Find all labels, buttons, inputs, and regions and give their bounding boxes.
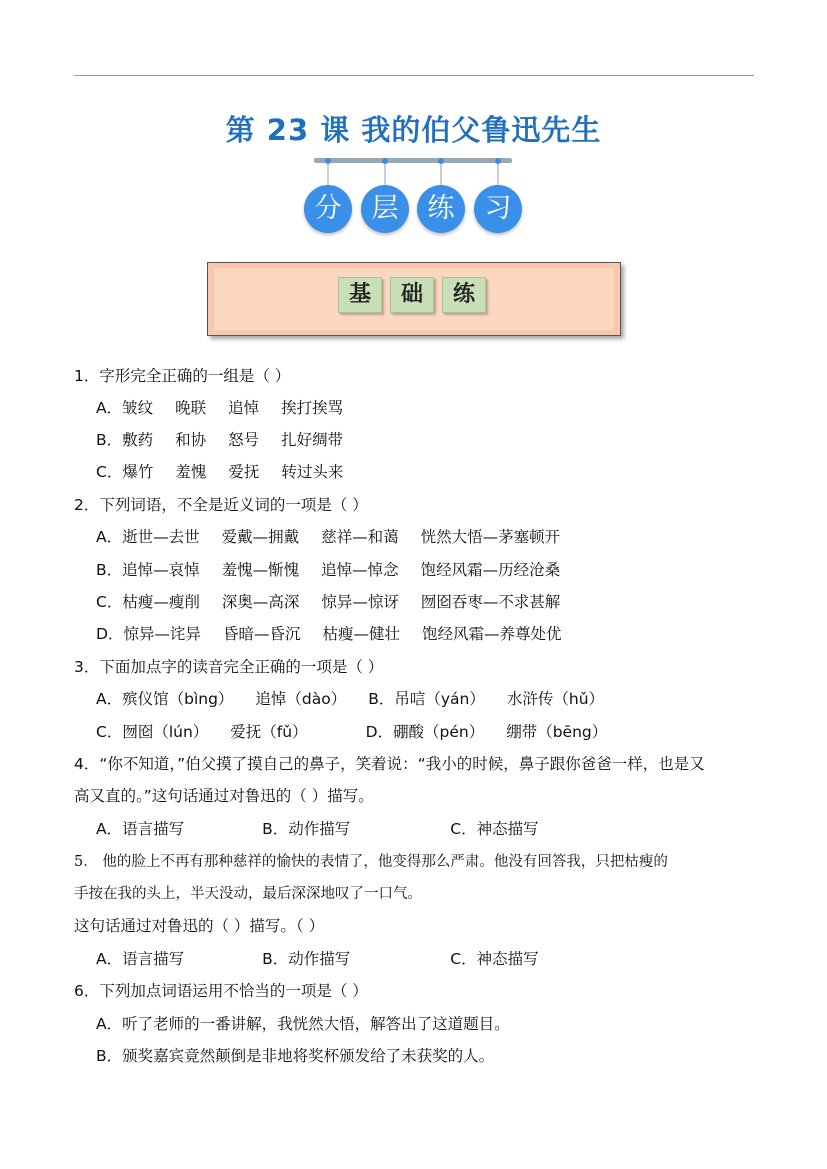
question-prompt: 这句话通过对鲁迅的（ ）描写。（ ）	[74, 917, 325, 935]
question-stem: 5． 他的脸上不再有那种慈祥的愉快的表情了，他变得那么严肃。他没有回答我，只把枯瘦的	[74, 854, 668, 870]
section-char: 础	[390, 277, 434, 313]
option-line: C．囫囵（lún） 爱抚（fǔ） D．硼酸（pén） 绷带（bēng）	[96, 723, 608, 741]
section-banner	[207, 262, 621, 336]
lesson-title: 第 23 课 我的伯父鲁迅先生	[225, 113, 602, 147]
question-stem: 3．下面加点字的读音完全正确的一项是（ ）	[74, 658, 384, 676]
question-stem-continued: 手按在我的头上，半天没动，最后深深地叹了一口气。	[74, 886, 422, 902]
option-line: C．爆竹 羞愧 爱抚 转过头来	[96, 463, 344, 481]
question-stem: 2．下列词语，不全是近义词的一项是（ ）	[74, 496, 368, 514]
option-line: D．惊异—诧异 昏暗—昏沉 枯瘦—健壮 饱经风霜—养尊处优	[96, 625, 562, 643]
layer-char: 层	[361, 185, 409, 233]
question-stem: 1．字形完全正确的一组是（ ）	[74, 367, 291, 385]
layer-practice-badge	[300, 158, 530, 238]
option-line: B．敷药 和协 怒号 扎好绸带	[96, 431, 344, 449]
option-line: A．语言描写 B．动作描写 C．神态描写	[96, 950, 539, 968]
question-stem: 6．下列加点词语运用不恰当的一项是（ ）	[74, 982, 368, 1000]
option-line: A．皱纹 晚联 追悼 挨打挨骂	[96, 399, 344, 417]
option-line: A．语言描写 B．动作描写 C．神态描写	[96, 820, 539, 838]
option-line: B．颁奖嘉宾竟然颠倒是非地将奖杯颁发给了未获奖的人。	[96, 1047, 495, 1065]
option-line: A．逝世—去世 爱戴—拥戴 慈祥—和蔼 恍然大悟—茅塞顿开	[96, 528, 561, 546]
layer-char: 分	[304, 185, 352, 233]
question-stem: 4．“你不知道，”伯父摸了摸自己的鼻子，笑着说：“我小的时候，鼻子跟你爸爸一样，也是又	[74, 755, 705, 773]
section-char: 基	[338, 277, 382, 313]
option-line: A．殡仪馆（bìng） 追悼（dào） B．吊唁（yán） 水浒传（hǔ）	[96, 690, 605, 708]
option-line: B．追悼—哀悼 羞愧—惭愧 追悼—悼念 饱经风霜—历经沧桑	[96, 561, 561, 579]
header-rule	[74, 75, 754, 76]
section-char: 练	[442, 277, 486, 313]
layer-bar	[314, 158, 512, 163]
layer-char: 练	[417, 185, 465, 233]
question-stem-continued: 高又直的。”这句话通过对鲁迅的（ ）描写。	[74, 787, 374, 805]
layer-char: 习	[474, 185, 522, 233]
option-line: C．枯瘦—瘦削 深奥—高深 惊异—惊讶 囫囵吞枣—不求甚解	[96, 593, 561, 611]
option-line: A．听了老师的一番讲解，我恍然大悟，解答出了这道题目。	[96, 1015, 510, 1033]
